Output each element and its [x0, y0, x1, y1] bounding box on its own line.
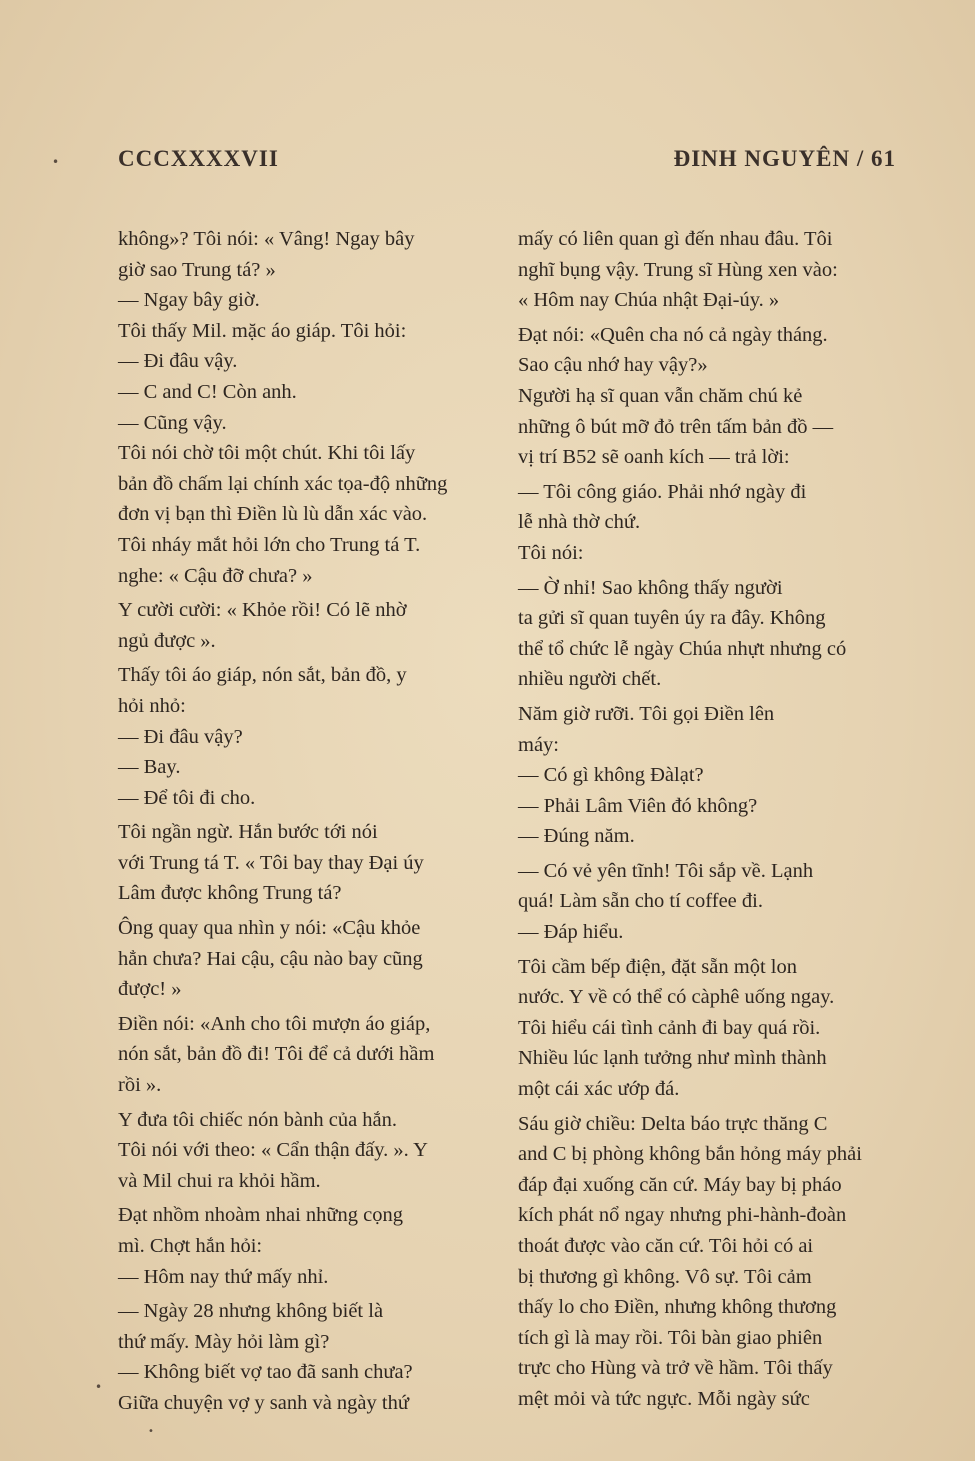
right-text-column — [518, 224, 890, 1415]
paragraph: Tôi nói chờ tôi một chút. Khi tôi lấy bản đồ chấm lại chính xác tọa-độ những đơn vị bạn thì Điền lù lù dẫn xác vào. Tôi nháy mắt hỏi lớn cho Trung tá T. nghe: « Cậu đỡ chưa? » — [118, 442, 448, 587]
paragraph: Người hạ sĩ quan vẫn chăm chú kẻ những ô bút mỡ đỏ trên tấm bản đồ — vị trí B52 sẽ oanh kích — trả lời: — [518, 384, 834, 469]
paragraph: — Phải Lâm Viên đó không? — [518, 794, 758, 817]
paragraph: — Có vẻ yên tĩnh! Tôi sắp về. Lạnh quá! Làm sẵn cho tí coffee đi. — [518, 859, 814, 913]
paragraph: Y đưa tôi chiếc nón bành của hắn. Tôi nói với theo: « Cẩn thận đấy. ». Y và Mil chui ra khỏi hầm. — [118, 1108, 428, 1192]
paragraph: Đạt nhồm nhoàm nhai những cọng mì. Chợt hắn hỏi: — [118, 1204, 403, 1257]
paragraph: Tôi thấy Mil. mặc áo giáp. Tôi hỏi: — [118, 319, 407, 342]
paragraph: — Ngày 28 nhưng không biết là thứ mấy. Mày hỏi làm gì? — [118, 1300, 384, 1353]
paragraph: Năm giờ rưỡi. Tôi gọi Điền lên máy: — [518, 702, 775, 756]
paragraph: không»? Tôi nói: « Vâng! Ngay bây giờ sao Trung tá? » — [118, 228, 415, 281]
paragraph: — Ờ nhỉ! Sao không thấy người ta gửi sĩ quan tuyên úy ra đây. Không thể tổ chức lễ ngày Chúa nhựt nhưng có nhiều người chết. — [518, 576, 847, 691]
paragraph: — Tôi công giáo. Phải nhớ ngày đi lễ nhà thờ chứ. — [518, 480, 807, 534]
paragraph: Tôi cầm bếp điện, đặt sẵn một lon nước. Y về có thể có càphê uống ngay. Tôi hiểu cái tình cảnh đi bay quá rồi. Nhiều lúc lạnh tưởng như mình thành một cái xác ướp đá. — [518, 955, 835, 1101]
paragraph: Sáu giờ chiều: Delta báo trực thăng C and C bị phòng không bắn hỏng máy phải đáp đại xuống căn cứ. Máy bay bị pháo kích phát nổ ngay nhưng phi-hành-đoàn thoát được vào căn cứ. Tôi hỏi có ai bị thương gì không. Vô sự. Tôi cảm thấy lo cho Điền, nhưng không thương tích gì là may rồi. Tôi bàn giao phiên trực cho Hùng và trở về hầm. Tôi thấy mệt mỏi và tức ngực. Mỗi ngày sức — [518, 1112, 862, 1410]
paragraph: Đạt nói: «Quên cha nó cả ngày tháng. Sao cậu nhớ hay vậy?» — [518, 323, 828, 377]
paragraph: — C and C! Còn anh. — [118, 380, 297, 403]
paragraph: Y cười cười: « Khỏe rồi! Có lẽ nhờ ngủ được ». — [118, 599, 407, 652]
margin-dot-mark: • — [95, 1380, 103, 1394]
paragraph: Điền nói: «Anh cho tôi mượn áo giáp, nón sắt, bản đồ đi! Tôi để cả dưới hầm rồi ». — [118, 1012, 435, 1097]
paragraph: — Ngay bây giờ. — [118, 289, 260, 312]
left-text-column — [118, 224, 490, 1419]
paragraph: — Đúng năm. — [518, 825, 635, 848]
paragraph: — Bay. — [118, 756, 181, 779]
paragraph: — Đi đâu vậy. — [118, 350, 238, 373]
paragraph: — Hôm nay thứ mấy nhỉ. — [118, 1265, 329, 1288]
paragraph: Ông quay qua nhìn y nói: «Cậu khỏe hẳn chưa? Hai cậu, cậu nào bay cũng được! » — [118, 917, 423, 1001]
chapter-number: CCCXXXXVII — [118, 146, 279, 171]
paragraph: — Đi đâu vậy? — [118, 725, 243, 748]
author-page-number: ĐINH NGUYÊN / 61 — [673, 146, 896, 171]
paragraph: Tôi ngần ngừ. Hắn bước tới nói với Trung tá T. « Tôi bay thay Đại úy Lâm được không Trung tá? — [118, 821, 424, 905]
paragraph: — Cũng vậy. — [118, 411, 227, 434]
paragraph: — Để tôi đi cho. — [118, 786, 256, 809]
paragraph: mấy có liên quan gì đến nhau đâu. Tôi nghĩ bụng vậy. Trung sĩ Hùng xen vào: « Hôm nay Chúa nhật Đại-úy. » — [518, 228, 838, 312]
paragraph: — Không biết vợ tao đã sanh chưa? Giữa chuyện vợ y sanh và ngày thứ — [118, 1361, 413, 1414]
paragraph: Tôi nói: — [518, 541, 584, 564]
paragraph: — Đáp hiểu. — [518, 921, 624, 944]
margin-dot-mark: • — [148, 1426, 154, 1437]
margin-dot-mark: • — [52, 155, 60, 169]
paragraph: — Có gì không Đàlạt? — [518, 764, 704, 787]
page-header — [118, 146, 896, 180]
paragraph: Thấy tôi áo giáp, nón sắt, bản đồ, y hỏi nhỏ: — [118, 664, 407, 717]
